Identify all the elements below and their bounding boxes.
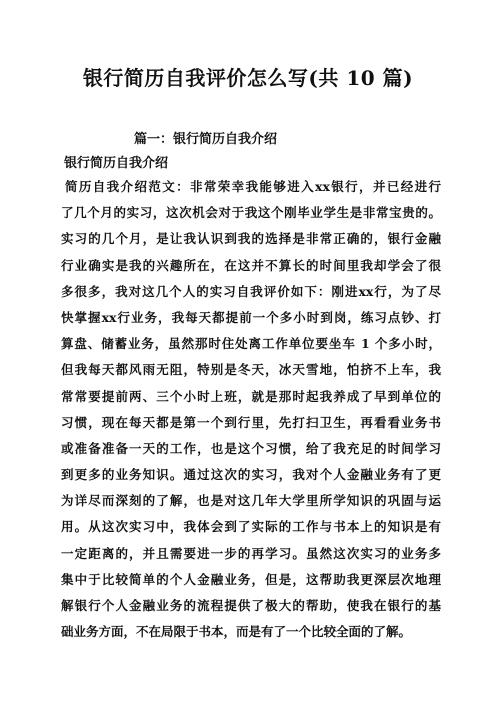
body-line: 解银行个人金融业务的流程提供了极大的帮助，使我在银行的基 — [61, 598, 441, 613]
body-text — [61, 174, 441, 645]
body-line: 习惯，现在每天都是第一个到行里，先打扫卫生，再看看业务书 — [61, 414, 441, 430]
body-line: 简历自我介绍范文：非常荣幸我能够进入xx银行，并已经进行 — [65, 179, 441, 194]
body-line: 多很多，我对这几个人的实习自我评价如下：刚进xx行，为了尽 — [61, 283, 441, 299]
body-line: 行业确实是我的兴趣所在，在这并不算长的时间里我却学会了很 — [61, 257, 441, 273]
body-line: 一定距离的，并且需要进一步的再学习。虽然这次实习的业务多 — [61, 545, 441, 561]
body-line: 了几个月的实习，这次机会对于我这个刚毕业学生是非常宝贵的。 — [61, 205, 441, 221]
body-line: 为详尽而深刻的了解，也是对这几年大学里所学知识的巩固与运 — [61, 493, 441, 509]
body-line: 快掌握xx行业务，我每天都提前一个多小时到岗，练习点钞、打 — [61, 309, 441, 325]
section-heading: 篇一：银行简历自我介绍 — [134, 132, 278, 147]
body-line: 集中于比较简单的个人金融业务，但是，这帮助我更深层次地理 — [61, 571, 441, 587]
body-line: 础业务方面，不在局限于书本，而是有了一个比较全面的了解。 — [61, 624, 412, 640]
body-line: 或准备准备一天的工作，也是这个习惯，给了我充足的时间学习 — [61, 440, 441, 456]
sub-heading: 银行简历自我介绍 — [64, 156, 169, 171]
body-line: 实习的几个月，是让我认识到我的选择是非常正确的，银行金融 — [61, 231, 441, 247]
body-line: 算盘、储蓄业务，虽然那时住处离工作单位要坐车 1 个多小时， — [61, 336, 441, 352]
body-line: 但我每天都风雨无阻，特别是冬天，冰天雪地，怕挤不上车，我 — [61, 362, 441, 378]
body-line: 用。从这次实习中，我体会到了实际的工作与书本上的知识是有 — [61, 519, 441, 535]
body-line: 常常要提前两、三个小时上班，就是那时起我养成了早到单位的 — [61, 388, 441, 404]
body-line: 到更多的业务知识。通过这次的实习，我对个人金融业务有了更 — [61, 467, 441, 483]
document-title: 银行简历自我评价怎么写(共 10 篇) — [82, 66, 414, 90]
